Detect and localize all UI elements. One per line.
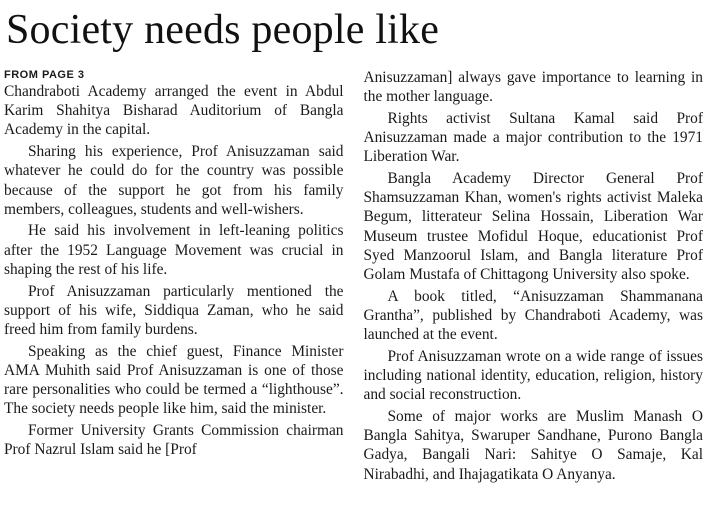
paragraph: Chandraboti Academy arranged the event in Abdul Karim Shahitya Bisharad Auditorium of Bangla Academy in the capital. — [4, 83, 344, 139]
paragraph: Prof Anisuzzaman wrote on a wide range of issues including national identity, education, religion, history and social reconstruction. — [363, 347, 703, 404]
paragraph: Rights activist Sultana Kamal said Prof Anisuzzaman made a major contribution to the 1971 Liberation War. — [363, 109, 703, 166]
newspaper-clipping — [0, 8, 713, 530]
paragraph: A book titled, “Anisuzzaman Shammanana Grantha”, published by Chandraboti Academy, was launched at the event. — [363, 287, 703, 344]
paragraph: Speaking as the chief guest, Finance Minister AMA Muhith said Prof Anisuzzaman is one of those rare personalities who could be termed a “lighthouse”. The society needs people like him, said the minister. — [4, 342, 344, 418]
jump-label: FROM PAGE 3 — [4, 69, 85, 81]
right-column — [364, 68, 704, 486]
article-columns — [4, 68, 703, 486]
paragraph: Prof Anisuzzaman particularly mentioned the support of his wife, Siddiqua Zaman, who he said freed him from family burdens. — [4, 282, 344, 338]
paragraph: Some of major works are Muslim Manash O Bangla Sahitya, Swaruper Sandhane, Purono Bangla Gadya, Bangali Nari: Sahitye O Samaje, Kal Nirabadhi, and Ihajagatikata O Anyanya. — [363, 407, 703, 483]
paragraph: He said his involvement in left-leaning politics after the 1952 Language Movement was crucial in shaping the rest of his life. — [4, 222, 344, 278]
paragraph: Anisuzzaman] always gave importance to learning in the mother language. — [363, 69, 703, 106]
paragraph: Bangla Academy Director General Prof Shamsuzzaman Khan, women's rights activist Maleka Begum, litterateur Selina Hossain, Liberation War Museum trustee Mofidul Hoque, educationist Prof Syed Manzoorul Islam, and Bangla literature Prof Golam Mustafa of Chittagong University also spoke. — [363, 170, 703, 284]
paragraph: Former University Grants Commission chairman Prof Nazrul Islam said he [Prof — [4, 421, 344, 459]
left-column — [4, 68, 344, 486]
paragraph: Sharing his experience, Prof Anisuzzaman said whatever he could do for the country was possible because of the support he got from his family members, colleagues, students and well-wishers. — [4, 143, 344, 218]
headline: Society needs people like — [6, 7, 440, 53]
